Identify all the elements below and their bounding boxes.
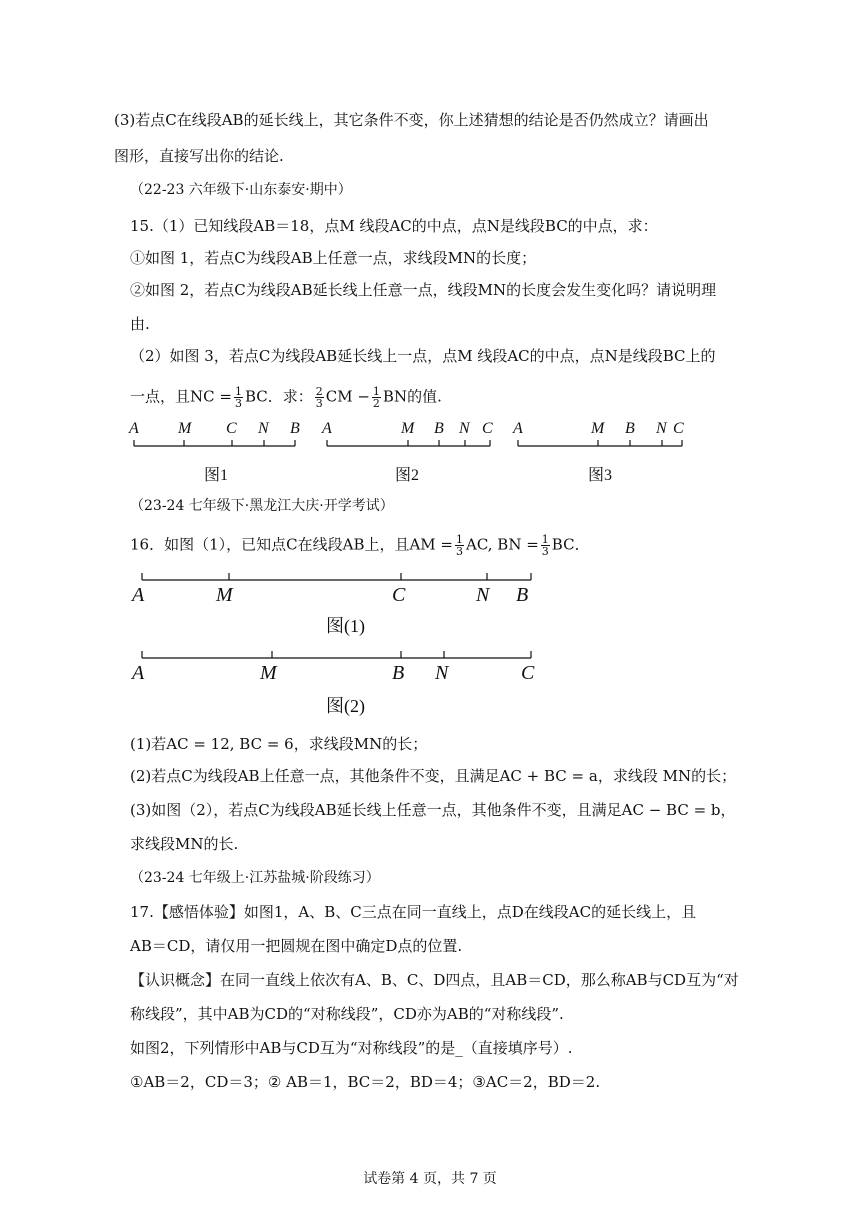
point-label-m: M [401, 420, 415, 437]
q15-line2: ①如图 1，若点C为线段AB上任意一点，求线段MN的长度； [130, 249, 537, 267]
q15-fig2-caption: 图2 [395, 467, 420, 484]
point-label-b: B [290, 420, 300, 437]
point-label-m: M [178, 420, 192, 437]
q14-part3-line1: (3)若点C在线段AB的延长线上，其它条件不变，你上述猜想的结论是否仍然成立？请画出 [114, 111, 709, 129]
q15-line1: 15.（1）已知线段AB＝18，点M 线段AC的中点，点N是线段BC的中点，求： [130, 217, 658, 235]
q15-line3: ②如图 2，若点C为线段AB延长线上任意一点，线段MN的长度会发生变化吗？请说明理 [130, 281, 717, 299]
q16-fig2-caption: 图(2) [326, 696, 365, 716]
point-label-n: N [435, 662, 449, 684]
q15-line6-b: BC．求： [244, 387, 313, 406]
point-label-a: A [322, 420, 332, 437]
source-q15: （22-23 六年级下·山东泰安·期中） [130, 182, 352, 198]
q17-line4: 称线段”，其中AB为CD的“对称线段”，CD亦为AB的“对称线段”. [130, 1005, 564, 1023]
q15-line6-c: CM − [325, 387, 370, 406]
q17-line5: 如图2，下列情形中AB与CD互为“对称线段”的是_（直接填序号）. [130, 1039, 573, 1057]
fraction: $\frac{1}{3}$ [234, 385, 242, 410]
point-label-a: A [132, 584, 145, 606]
q16-sub2: (2)若点C为线段AB上任意一点，其他条件不变，且满足AC + BC = a，求线段 MN的长； [130, 767, 737, 785]
q17-line3: 【认识概念】在同一直线上依次有A、B、C、D四点，且AB＝CD，那么称AB与CD互为“对 [130, 971, 739, 989]
point-label-c: C [482, 420, 493, 437]
point-label-c: C [226, 420, 237, 437]
q14-part3-line2: 图形，直接写出你的结论. [114, 147, 284, 165]
point-label-c: C [521, 662, 535, 684]
point-label-m: M [216, 584, 233, 606]
page-footer: 试卷第 4 页，共 7 页 [363, 1171, 497, 1187]
point-label-m: M [260, 662, 277, 684]
fraction: $\frac{1}{3}$ [541, 533, 549, 558]
fraction: $\frac{2}{3}$ [315, 385, 323, 410]
point-label-n: N [258, 420, 269, 437]
q15-fig1-caption: 图1 [204, 467, 229, 484]
point-label-n: N [459, 420, 470, 437]
point-label-b: B [625, 420, 635, 437]
point-label-c: C [673, 420, 684, 437]
q15-line5: （2）如图 3，若点C为线段AB延长线上一点，点M 线段AC的中点，点N是线段BC上的 [130, 347, 716, 365]
point-label-a: A [132, 662, 145, 684]
source-q16: （23-24 七年级下·黑龙江大庆·开学考试） [130, 498, 394, 514]
source-q17: （23-24 七年级上·江苏盐城·阶段练习） [130, 870, 380, 886]
point-label-a: A [513, 420, 523, 437]
point-label-b: B [516, 584, 529, 606]
q15-fig3-caption: 图3 [588, 467, 613, 484]
q16-sub1: (1)若AC = 12, BC = 6，求线段MN的长； [130, 735, 428, 753]
point-label-n: N [656, 420, 667, 437]
q15-line6-a: 一点，且NC = [130, 387, 232, 406]
q16-sub3-line2: 求线段MN的长. [130, 835, 239, 853]
point-label-c: C [392, 584, 406, 606]
q17-line2: AB＝CD，请仅用一把圆规在图中确定D点的位置. [130, 937, 463, 955]
q16-sub3-line1: (3)如图（2），若点C为线段AB延长线上任意一点，其他条件不变，且满足AC − BC = b， [130, 801, 736, 819]
point-label-b: B [434, 420, 444, 437]
point-label-n: N [476, 584, 490, 606]
q16-line1: 16．如图（1），已知点C在线段AB上，且AM = $\frac{1}{3}$ AC, BN = $\frac{1}{3}$ BC． [130, 533, 590, 558]
fraction: $\frac{1}{2}$ [372, 385, 380, 410]
point-label-a: A [129, 420, 139, 437]
q15-line4: 由. [130, 315, 150, 333]
point-label-b: B [392, 662, 405, 684]
q15-line6-d: BN的值. [382, 387, 442, 406]
q16-fig1-caption: 图(1) [326, 616, 365, 636]
q17-line6: ①AB＝2，CD＝3；② AB＝1，BC＝2，BD＝4；③AC＝2，BD＝2. [130, 1073, 601, 1091]
fraction: $\frac{1}{3}$ [456, 533, 463, 558]
point-label-m: M [591, 420, 605, 437]
q17-line1: 17.【感悟体验】如图1，A、B、C三点在同一直线上，点D在线段AC的延长线上，且 [130, 903, 697, 921]
